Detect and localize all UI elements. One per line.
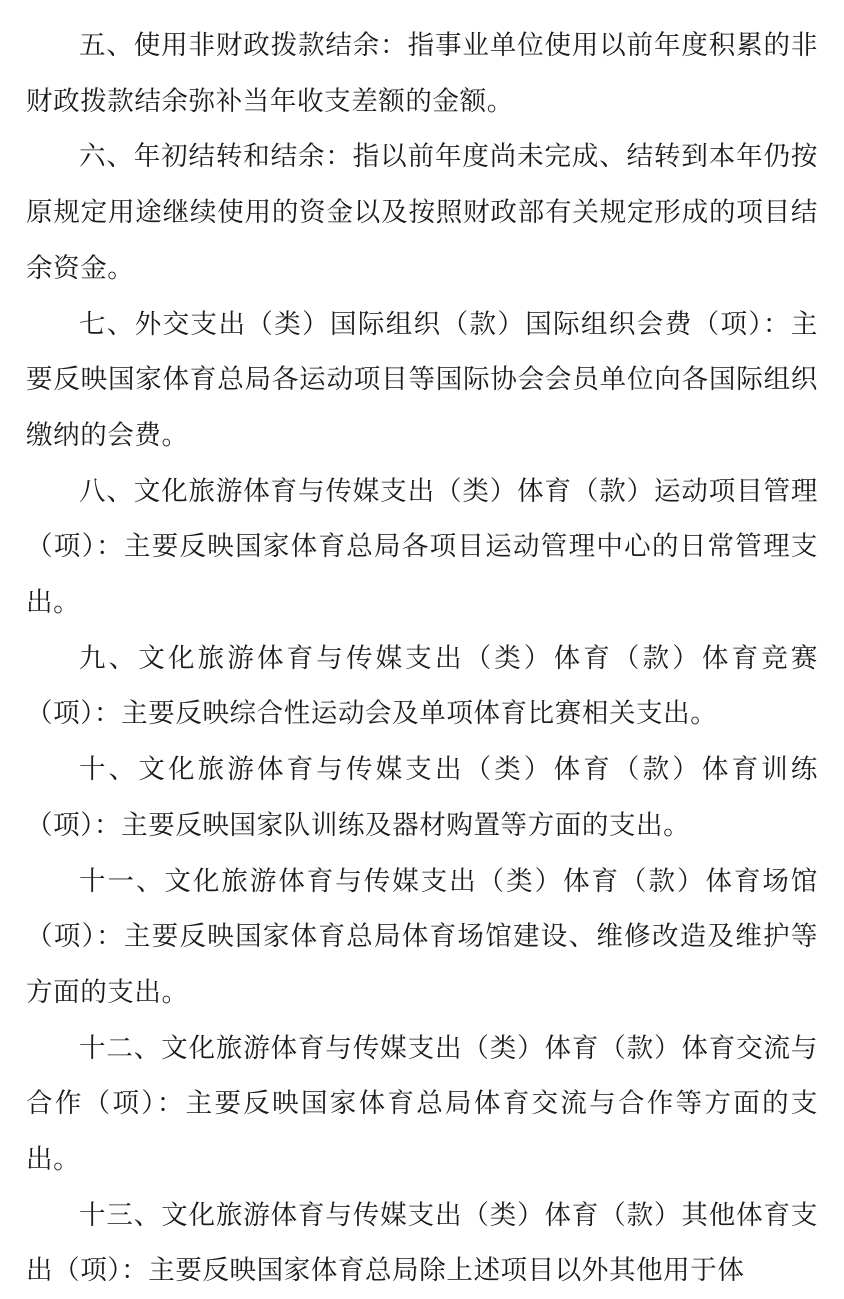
paragraph-item-13: 十三、文化旅游体育与传媒支出（类）体育（款）其他体育支出（项）：主要反映国家体育总局除上述项目以外其他用于体 — [26, 1199, 818, 1287]
paragraph-item-10: 十、文化旅游体育与传媒支出（类）体育（款）体育训练（项）：主要反映国家队训练及器材购置等方面的支出。 — [26, 754, 818, 841]
paragraph-item-12: 十二、文化旅游体育与传媒支出（类）体育（款）体育交流与合作（项）：主要反映国家体育总局体育交流与合作等方面的支出。 — [26, 1032, 818, 1176]
paragraph-item-7: 七、外交支出（类）国际组织（款）国际组织会费（项）：主要反映国家体育总局各运动项目等国际协会会员单位向各国际组织缴纳的会费。 — [26, 308, 818, 451]
paragraph-item-9: 九、文化旅游体育与传媒支出（类）体育（款）体育竞赛（项）：主要反映综合性运动会及单项体育比赛相关支出。 — [26, 642, 818, 730]
paragraph-item-5: 五、使用非财政拨款结余：指事业单位使用以前年度积累的非财政拨款结余弥补当年收支差额的金额。 — [26, 30, 818, 117]
document-page — [26, 18, 818, 1299]
paragraph-item-8: 八、文化旅游体育与传媒支出（类）体育（款）运动项目管理（项）：主要反映国家体育总局各项目运动管理中心的日常管理支出。 — [26, 475, 818, 619]
paragraph-item-11: 十一、文化旅游体育与传媒支出（类）体育（款）体育场馆（项）：主要反映国家体育总局体育场馆建设、维修改造及维护等方面的支出。 — [26, 865, 818, 1008]
paragraph-item-6: 六、年初结转和结余：指以前年度尚未完成、结转到本年仍按原规定用途继续使用的资金以及按照财政部有关规定形成的项目结余资金。 — [26, 141, 818, 284]
